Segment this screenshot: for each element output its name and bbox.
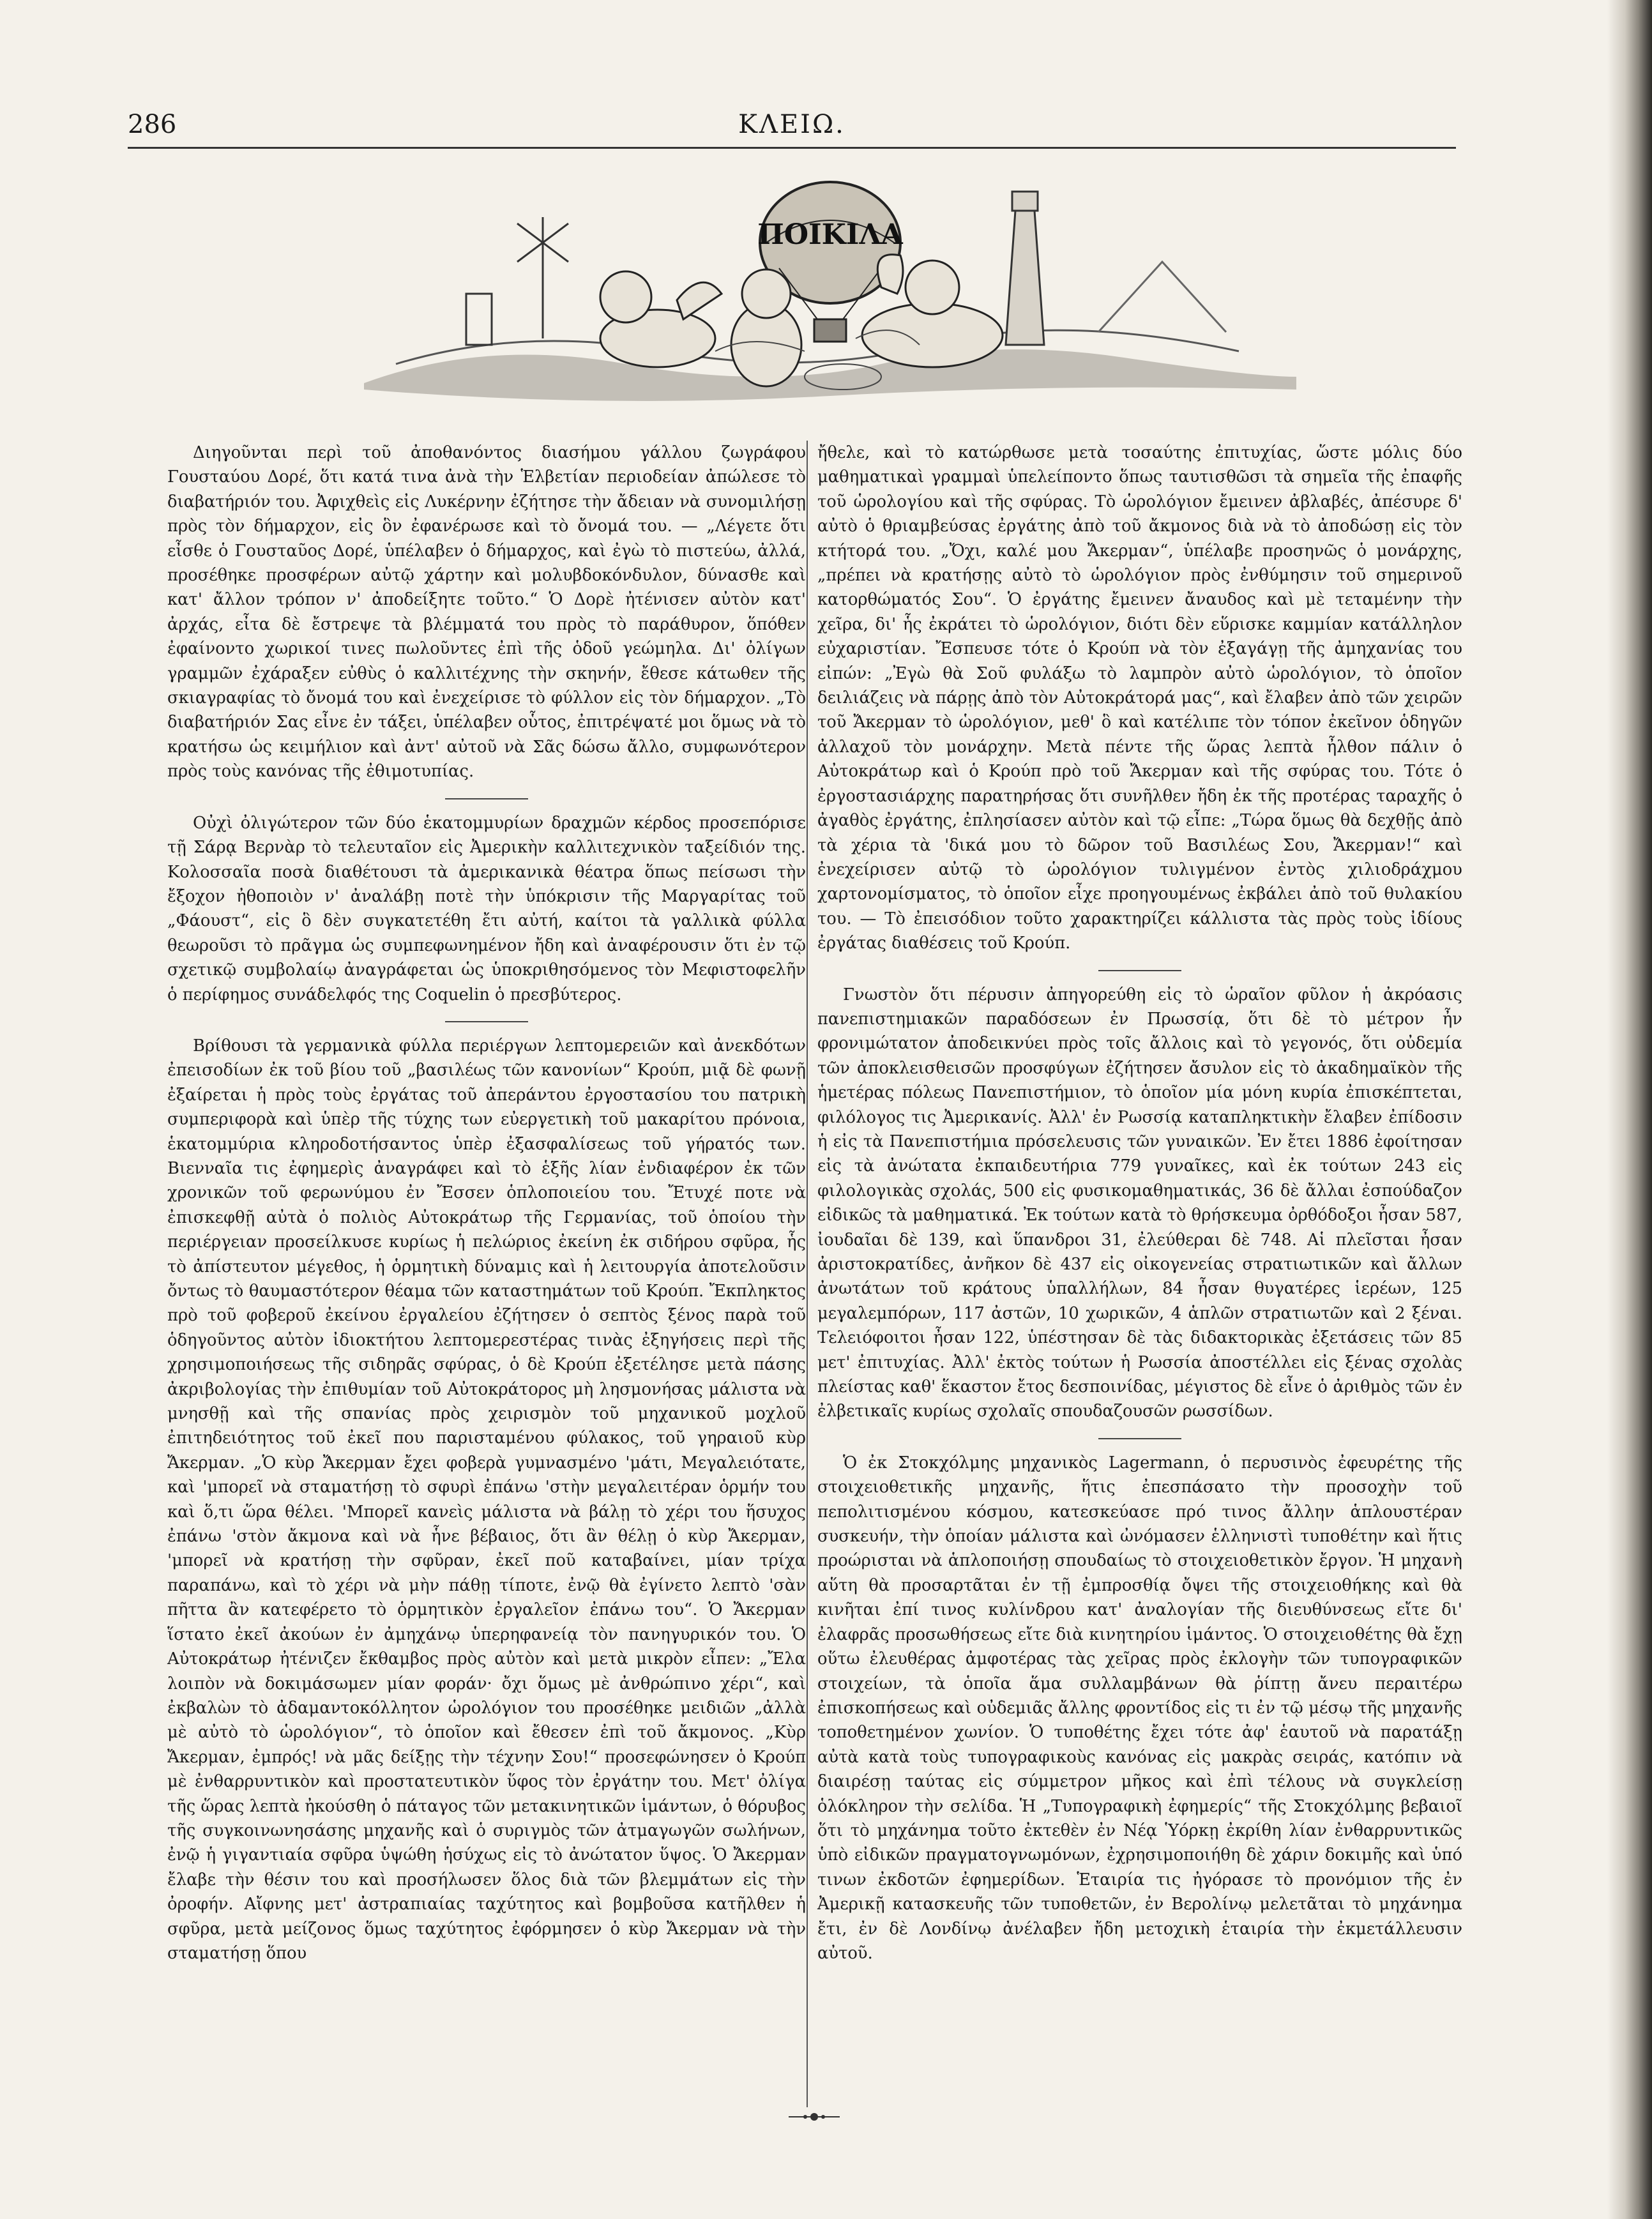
article-sarah-bernhardt: Οὐχὶ ὀλιγώτερον τῶν δύο ἑκατομμυρίων δραχμῶν κέρδος προσεπόρισε τῇ Σάρᾳ Βερνὰρ τὸ τελευταῖον εἰς Ἀμερικὴν καλλιτεχνικὸν ταξείδιόν της. Κολοσσαῖα ποσὰ διαθέτουσι τὰ ἀμερικανικὰ θέατρα ὅπως πείσωσι τὴν ἔξοχον ἠθοποιὸν ν' ἀναλάβῃ ποτὲ τὴν ὑπόκρισιν τῆς Μαργαρίτας τοῦ „Φάουστ“, εἰς ὃ δὲν συγκατετέθη ἔτι αὐτή, καίτοι τὰ γαλλικὰ φύλλα θεωροῦσι τὸ πρᾶγμα ὡς συμπεφωνημένον ἤδη καὶ ἀναφέρουσιν ὅτι ἐν τῷ σχετικῷ συμβολαίῳ ἀναγράφεται ὡς ὑποκριθησόμενος τὸν Μεφιστοφελῆν ὁ περίφημος συνάδελφός της Coquelin ὁ πρεσβύτερος. bbox=[167, 813, 806, 1004]
header-rule bbox=[128, 147, 1456, 149]
article-lagermann: Ὁ ἐκ Στοκχόλμης μηχανικὸς Lagermann, ὁ περυσινὸς ἐφευρέτης τῆς στοιχειοθετικῆς μηχανῆς, ἥτις ἐπεσπάσατο τὴν προσοχὴν τοῦ πεπολιτισμένου κόσμου, κατεσκεύασε πρό τινος ἄλλην ἁπλουστέραν συσκευήν, τὴν ὁποίαν μάλιστα καὶ ὠνόμασεν ἑλληνιστὶ τυποθέτην καὶ ἥτις προώρισται νὰ ἁπλοποιήσῃ σπουδαίως τὸ στοιχειοθετικὸν ἔργον. Ἡ μηχανὴ αὕτη θὰ προσαρτᾶται ἐν τῇ ἐμπροσθίᾳ ὄψει τῆς στοιχειοθήκης καὶ θὰ κινῆται ἐπί τινος κυλίνδρου κατ' ἀναλογίαν τῆς διευθύνσεως εἴτε δι' ἐλαφρᾶς προσωθήσεως εἴτε διὰ κινητηρίου ἱμάντος. Ὁ στοιχειοθέτης θὰ ἔχῃ οὕτω ἐλευθέρας ἀμφοτέρας τὰς χεῖρας πρὸς ἐκλογὴν τῶν τυπογραφικῶν στοιχείων, τὰ ὁποῖα ἅμα συλλαμβάνων θὰ ῥίπτῃ ἄνευ περαιτέρω ἐπισκοπήσεως καὶ οὐδεμιᾶς ἄλλης φροντίδος εἰς τι ἐν τῷ μέσῳ τῆς μηχανῆς τοποθετημένον χωνίον. Ὁ τυποθέτης ἔχει τότε ἀφ' ἑαυτοῦ νὰ παρατάξῃ αὐτὰ κατὰ τοὺς τυπογραφικοὺς κανόνας εἰς μακρὰς σειράς, κατόπιν νὰ διαιρέσῃ ταύτας εἰς σύμμετρον μῆκος καὶ ἐπὶ τέλους νὰ συγκλείσῃ ὁλόκληρον τὴν σελίδα. Ἡ „Τυπογραφικὴ ἐφημερίς“ τῆς Στοκχόλμης βεβαιοῖ ὅτι τὸ μηχάνημα τοῦτο ἐκτεθὲν ἐν Νέᾳ Ὑόρκῃ ἐκρίθη λίαν ἐνθαρρυντικῶς ὑπὸ εἰδικῶν πραγματογνωμόνων, ἐχρησιμοποιήθη δὲ χάριν δοκιμῆς καὶ ὑπό τινων ἐκδοτῶν ἐφημερίδων. Ἑταιρία τις ἠγόρασε τὸ προνόμιον τῆς ἐν Ἀμερικῇ κατασκευῆς τῶν τυποθετῶν, ἐν Βερολίνῳ μελετᾶται τὸ μηχάνημα ἔτι, ἐν δὲ Λονδίνῳ ἀνέλαβεν ἤδη μετοχικὴ ἑταιρία τὴν ἐκμετάλλευσιν αὐτοῦ. bbox=[817, 1453, 1462, 1963]
column-divider bbox=[807, 441, 808, 2107]
page-number: 286 bbox=[128, 110, 177, 139]
article-krupp-continued: ἤθελε, καὶ τὸ κατώρθωσε μετὰ τοσαύτης ἐπιτυχίας, ὥστε μόλις δύο μαθηματικαὶ γραμμαὶ ὑπελείποντο ὅπως ταυτισθῶσι τὰ σημεῖα τῆς ἐπαφῆς τοῦ ὡρολογίου καὶ τῆς σφύρας. Τὸ ὡρολόγιον ἔμεινεν ἀβλαβές, ἀπέσυρε δ' αὐτὸ ὁ θριαμβεύσας ἐργάτης ἀπὸ τοῦ ἄκμονος διὰ νὰ τὸ ἀποδώσῃ εἰς τὸν κτήτορά του. „Ὄχι, καλέ μου Ἄκερμαν“, ὑπέλαβε προσηνῶς ὁ μονάρχης, „πρέπει νὰ κρατήσῃς αὐτὸ τὸ ὡρολόγιον πρὸς ἐνθύμησιν τοῦ σημερινοῦ κατορθώματός Σου“. Ὁ ἐργάτης ἔμεινεν ἄναυδος καὶ μὲ τεταμένην τὴν χεῖρα, δι' ἧς ἐκράτει τὸ ὡρολόγιον, διότι δὲν εὕρισκε καμμίαν κατάλληλον εὐχαριστίαν. Ἔσπευσε τότε ὁ Κρούπ νὰ τὸν ἐξαγάγῃ τῆς ἀμηχανίας του εἰπών: „Ἐγὼ θὰ Σοῦ φυλάξω τὸ λαμπρὸν αὐτὸ ὡρολόγιον, τὸ ὁποῖον δειλιάζεις νὰ πάρῃς ἀπὸ τὸν Αὐτοκράτορά μας“, καὶ ἔλαβεν ἀπὸ τῶν χειρῶν τοῦ Ἄκερμαν τὸ ὡρολόγιον, μεθ' ὃ καὶ κατέλιπε τὸν τόπον ἐκεῖνον ὁδηγῶν ἀλλαχοῦ τὸν μονάρχην. Μετὰ πέντε τῆς ὥρας λεπτὰ ἦλθον πάλιν ὁ Αὐτοκράτωρ καὶ ὁ Κρούπ πρὸ τοῦ Ἄκερμαν καὶ τῆς σφύρας του. Τότε ὁ ἐργοστασιάρχης παρατηρήσας ὅτι συνῆλθεν ἤδη ἐκ τῆς προτέρας ταραχῆς ὁ ἀγαθὸς ἐργάτης, ἐπλησίασεν αὐτὸν καὶ τῷ εἶπε: „Τώρα ὅμως θὰ δεχθῇς ἀπὸ τὰ χέρια τὰ 'δικά μου τὸ δῶρον τοῦ Βασιλέως Σου, Ἄκερμαν!“ καὶ ἐνεχείρισεν αὐτῷ τὸ ὡρολόγιον τυλιγμένον ἐντὸς χιλιοδράχμου χαρτονομίσματος, τὸ ὁποῖον εἶχε προηγουμένως ἐκβάλει ἀπὸ τοῦ θυλακίου του. — Τὸ ἐπεισόδιον τοῦτο χαρακτηρίζει κάλλιστα τὰς πρὸς τοὺς ἰδίους ἐργάτας διαθέσεις τοῦ Κρούπ. bbox=[817, 443, 1462, 953]
article-dore: Διηγοῦνται περὶ τοῦ ἀποθανόντος διασήμου γάλλου ζωγράφου Γουσταύου Δορέ, ὅτι κατά τινα ἀνὰ τὴν Ἑλβετίαν περιοδείαν ἀπώλεσε τὸ διαβατήριόν του. Ἀφιχθεὶς εἰς Λυκέρνην ἐζήτησε τὴν ἄδειαν νὰ συνομιλήσῃ πρὸς τὸν δήμαρχον, εἰς ὃν ἐφανέρωσε καὶ τὸ ὄνομά του. — „Λέγετε ὅτι εἶσθε ὁ Γουσταῦος Δορέ, ὑπέλαβεν ὁ δήμαρχος, καὶ ἐγὼ τὸ πιστεύω, ἀλλά, προσέθηκε προσφέρων αὐτῷ χάρτην καὶ μολυβδοκόνδυλον, δύνασθε καὶ κατ' ἄλλον τρόπον ν' ἀποδείξητε τοῦτο.“ Ὁ Δορὲ ἠτένισεν αὐτὸν κατ' ἀρχάς, εἶτα δὲ ἔστρεψε τὰ βλέμματά του πρὸς τὸ παράθυρον, ὅπόθεν ἐφαίνοντο χωρικοί τινες πωλοῦντες ἐπὶ τῆς ὁδοῦ γεώμηλα. Δι' ὀλίγων γραμμῶν ἐχάραξεν εὐθὺς ὁ καλλιτέχνης τὴν σκηνήν, ἔθεσε κάτωθεν τῆς σκιαγραφίας τὸ ὄνομά του καὶ ἐνεχείρισε τὸ φύλλον εἰς τὸν δήμαρχον. „Τὸ διαβατήριόν Σας εἶνε ἐν τάξει, ὑπέλαβεν οὗτος, ἐπιτρέψατέ μοι ὅμως νὰ τὸ κρατήσω ὡς κειμήλιον καὶ ἀντ' αὐτοῦ νὰ Σᾶς δώσω ἄλλο, συμφωνότερον πρὸς τοὺς κανόνας τῆς ἐθιμοτυπίας. bbox=[167, 443, 806, 782]
balloon-text: ΠΟΙΚΙΛΑ bbox=[757, 218, 903, 251]
section-separator bbox=[445, 1021, 528, 1022]
article-women-universities: Γνωστὸν ὅτι πέρυσιν ἀπηγορεύθη εἰς τὸ ὡραῖον φῦλον ἡ ἀκρόασις πανεπιστημιακῶν παραδόσεων ἐν Πρωσσίᾳ, ὅτι δὲ τὸ μέτρον ἦν φρονιμώτατον ἀποδεικνύει πρὸς τοῖς ἄλλοις καὶ τὸ γεγονός, ὅτι οὐδεμία τῶν ἀποκλεισθεισῶν προσφύγων ἐζήτησεν ἄσυλον εἰς τὸ ἀκαδημαϊκὸν τῆς ἡμετέρας πόλεως Πανεπιστήμιον, τὸ ὁποῖον μία μόνη κυρία ἐπισκέπτεται, φιλόλογος τις Ἀμερικανίς. Ἀλλ' ἐν Ρωσσίᾳ καταπληκτικὴν ἔλαβεν ἐπίδοσιν ἡ εἰς τὰ Πανεπιστήμια πρόσελευσις τῶν γυναικῶν. Ἐν ἔτει 1886 ἐφοίτησαν εἰς τὰ ἀνώτατα ἐκπαιδευτήρια 779 γυναῖκες, καὶ ἐκ τούτων 243 εἰς φιλολογικὰς σχολάς, 500 εἰς φυσικομαθηματικάς, 36 δὲ ἄλλαι ἐσπούδαζον εἰδικῶς τὰ μαθηματικά. Ἐκ τούτων κατὰ τὸ θρήσκευμα ὀρθόδοξοι ἦσαν 587, ἰουδαῖαι δὲ 139, καὶ ὕπανδροι 31, ἐλεύθεραι δὲ 748. Αἱ πλεῖσται ἦσαν ἀριστοκρατίδες, ἀνῆκον δὲ 437 εἰς οἰκογενείας στρατιωτικῶν καὶ ἄλλων ἀνωτάτων τοῦ κράτους ὑπαλλήλων, 84 ἦσαν θυγατέρες ἱερέων, 125 μεγαλεμπόρων, 117 ἀστῶν, 10 χωρικῶν, 4 ἁπλῶν στρατιωτῶν καὶ 2 ξέναι. Τελειόφοιτοι ἦσαν 122, ὑπέστησαν δὲ τὰς διδακτορικὰς ἐξετάσεις τῶν 85 μετ' ἐπιτυχίας. Ἀλλ' ἐκτὸς τούτων ἡ Ρωσσία ἀποστέλλει εἰς ξένας σχολὰς πλείστας καθ' ἕκαστον ἔτος δεσποινίδας, μέγιστος δὲ εἶνε ὁ ἀριθμὸς τῶν ἐν ἐλβετικαῖς κυρίως σχολαῖς σπουδαζουσῶν ρωσσίδων. bbox=[817, 985, 1462, 1421]
left-column bbox=[167, 441, 806, 1965]
journal-title: ΚΛΕΙΩ. bbox=[738, 110, 845, 139]
section-separator bbox=[1098, 1438, 1181, 1439]
section-separator bbox=[1098, 970, 1181, 971]
running-header bbox=[128, 96, 1456, 140]
poikila-vignette bbox=[358, 172, 1303, 415]
right-column bbox=[817, 441, 1462, 1965]
cherubs-balloon-illustration bbox=[358, 172, 1303, 415]
page-edge-shadow bbox=[1607, 0, 1652, 2219]
footer-ornament-icon bbox=[789, 2110, 840, 2123]
section-separator bbox=[445, 798, 528, 799]
article-krupp: Βρίθουσι τὰ γερμανικὰ φύλλα περιέργων λεπτομερειῶν καὶ ἀνεκδότων ἐπεισοδίων ἐκ τοῦ βίου τοῦ „βασιλέως τῶν κανονίων“ Κρούπ, μιᾷ δὲ φωνῇ ἐξαίρεται ἡ πρὸς τοὺς ἐργάτας τοῦ ἀπεράντου ἐργοστασίου του πατρικὴ συμπεριφορὰ καὶ ὑπὲρ τῆς τύχης των εὐεργετικὴ τοῦ μακαρίτου πρόνοια, ἑκατομμύρια κληροδοτήσαντος ὑπὲρ ἐξασφαλίσεως τοῦ γήρατός των. Βιενναῖα τις ἐφημερὶς ἀναγράφει καὶ τὸ ἑξῆς λίαν ἐνδιαφέρον ἐκ τῶν χρονικῶν τοῦ φερωνύμου ἐν Ἔσσεν ὁπλοποιείου του. Ἔτυχέ ποτε νὰ ἐπισκεφθῇ αὐτὰ ὁ πολιὸς Αὐτοκράτωρ τῆς Γερμανίας, τοῦ ὁποίου τὴν περιέργειαν προσείλκυσε κυρίως ἡ πελώριος ἐκείνη ἐκ σιδήρου σφῦρα, ἧς τὸ ἀπίστευτον μέγεθος, ἡ ὁρμητικὴ δύναμις καὶ ἡ λειτουργία ἀποτελοῦσιν ὄντως τὸ θαυμαστότερον θέαμα τῶν καταστημάτων τοῦ Κρούπ. Ἔκπληκτος πρὸ τοῦ φοβεροῦ ἐκείνου ἐργαλείου ἐζήτησεν ὁ σεπτὸς ξένος παρὰ τοῦ ὁδηγοῦντος αὐτὸν ἰδιοκτήτου λεπτομερεστέρας τινὰς ἐξηγήσεις περὶ τῆς χρησιμοποιήσεως τῆς σιδηρᾶς σφύρας, ὁ δὲ Κρούπ ἐξετέλησε μετὰ πάσης ἀκριβολογίας τὴν ἐπιθυμίαν τοῦ Αὐτοκράτορος μὴ λησμονήσας μάλιστα νὰ μνησθῇ καὶ τῆς σπανίας πρὸς χειρισμὸν τοῦ μηχανικοῦ μοχλοῦ ἐπιτηδειότητος τοῦ ἐκεῖ που παρισταμένου φύλακος, τοῦ γηραιοῦ κὺρ Ἄκερμαν. „Ὁ κὺρ Ἄκερμαν ἔχει φοβερὰ γυμνασμένο 'μάτι, Μεγαλειότατε, καὶ 'μπορεῖ νὰ σταματήσῃ τὸ σφυρὶ ἐπάνω 'στὴν μεγαλειτέραν ὁρμήν του καὶ ὅ,τι ὥρα θέλει. 'Μπορεῖ κανεὶς μάλιστα νὰ βάλῃ τὸ χέρι του ἥσυχος ἐπάνω 'στὸν ἄκμονα καὶ νὰ ἧνε βέβαιος, ὅτι ἂν θέλῃ ὁ κὺρ Ἄκερμαν, 'μπορεῖ νὰ κρατήσῃ τὴν σφῦραν, ἐκεῖ ποῦ καταβαίνει, μίαν τρίχα παραπάνω, καὶ τὸ χέρι νὰ μὴν πάθῃ τίποτε, ἐνῷ θὰ ἐγίνετο λεπτὸ 'σὰν πῆττα ἂν κατεφέρετο τὸ ὁρμητικὸν ἐργαλεῖον ἐπάνω του“. Ὁ Ἄκερμαν ἵστατο ἐκεῖ ἀκούων ἐν ἀμηχάνῳ ὑπερηφανείᾳ τὸν πανηγυρικόν του. Ὁ Αὐτοκράτωρ ἠτένιζεν ἔκθαμβος πρὸς αὐτὸν καὶ μετὰ μικρὸν εἶπεν: „Ἔλα λοιπὸν νὰ δοκιμάσωμεν μίαν φοράν· ὄχι ὅμως μὲ ἀνθρώπινο χέρι“, καὶ ἐκβαλὼν τὸ ἀδαμαντοκόλλητον ὡρολόγιον του προσέθηκε μειδιῶν „ἀλλὰ μὲ αὐτὸ τὸ ὡρολόγιον“, τὸ ὁποῖον καὶ ἔθεσεν ἐπὶ τοῦ ἄκμονος. „Κὺρ Ἄκερμαν, ἐμπρός! νὰ μᾶς δείξῃς τὴν τέχνην Σου!“ προσεφώνησεν ὁ Κρούπ μὲ ἐνθαρρυντικὸν καὶ προστατευτικὸν ὕφος τὸν ἐργάτην του. Μετ' ὀλίγα τῆς ὥρας λεπτὰ ἠκούσθη ὁ πάταγος τῶν μετακινητικῶν ἱμάντων, ὁ θόρυβος τῆς συγκοινωνησάσης μηχανῆς καὶ ὁ συριγμὸς τῶν ἀτμαγωγῶν σωλήνων, ἐνῷ ἡ γιγαντιαία σφῦρα ὑψώθη ἡσύχως εἰς τὸ ἀνώτατον ὕψος. Ὁ Ἄκερμαν ἔλαβε τὴν θέσιν του καὶ προσήλωσεν ὅλος διὰ τῶν βλεμμάτων εἰς τὴν ὀροφήν. Αἴφνης μετ' ἀστραπιαίας ταχύτητος καὶ βομβοῦσα κατῆλθεν ἡ σφῦρα, μετὰ μείζονος ὅμως ταχύτητος ἐφόρμησεν ὁ κὺρ Ἄκερμαν νὰ τὴν σταματήσῃ ὅπου bbox=[167, 1036, 806, 1963]
